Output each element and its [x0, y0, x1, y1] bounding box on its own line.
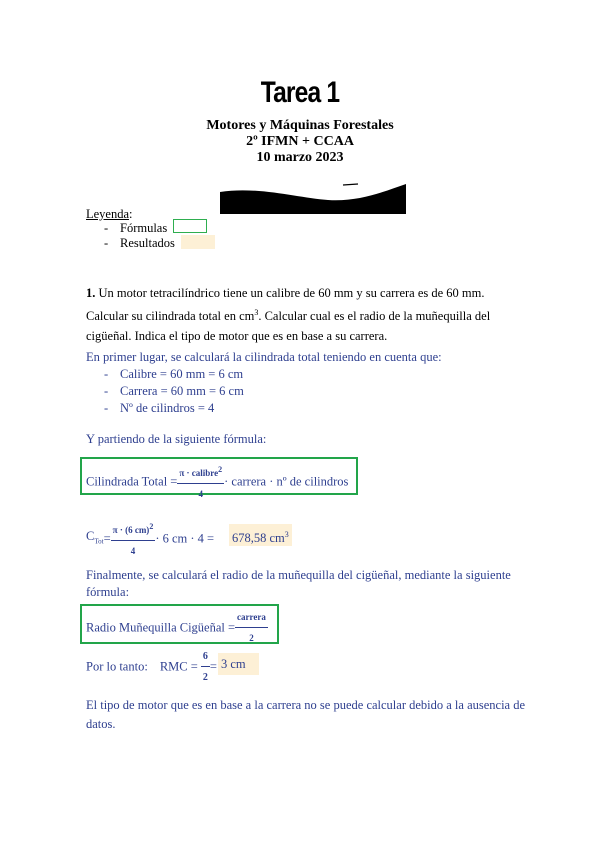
data-item-carrera: - Carrera = 60 mm = 6 cm [104, 384, 244, 398]
subtitle-date: 10 marzo 2023 [256, 150, 344, 165]
formula-intro: Y partiendo de la siguiente fórmula: [86, 432, 267, 446]
data-item-calibre: - Calibre = 60 mm = 6 cm [104, 367, 244, 381]
decorative-wave-shape [218, 178, 408, 216]
subtitle-course: Motores y Máquinas Forestales [206, 118, 394, 133]
conclusion: El tipo de motor que es en base a la carrera no se puede calcular debido a la ausencia de datos. [86, 698, 526, 731]
formula-radio: Radio Muñequilla Cigüeñal = $\frac{\text{carrera}}{2}$ [86, 609, 268, 647]
solution-intro: En primer lugar, se calculará la cilindrada total teniendo en cuenta que: [86, 350, 442, 364]
result-cilindrada: 678,58 $cm^3$ [229, 524, 292, 546]
page-title: Tarea 1 [260, 76, 340, 109]
result-radio: 3 cm [218, 653, 259, 675]
data-item-cilindros: - Nº de cilindros = 4 [104, 401, 215, 415]
calc-radio: Por lo tanto: RMC = $\frac{6}{2}$ = [86, 648, 217, 686]
calc-cilindrada: $C_{Tot}=$ $\frac{\pi \cdot (6 cm)^2}{4}$ · 6 cm · 4 = [86, 518, 214, 560]
legend-swatch-results [181, 235, 215, 249]
radius-intro: Finalmente, se calculará el radio de la muñequilla del cigüeñal, mediante la siguiente fórmula: [86, 568, 511, 599]
legend-item-formulas: - Fórmulas [104, 221, 168, 235]
legend-swatch-formulas [173, 219, 207, 233]
subtitle-group: 2º IFMN + CCAA [246, 134, 354, 149]
formula-cilindrada: Cilindrada Total = $\frac{\pi \cdot calibre^2}{4}$ · carrera · nº de cilindros [86, 461, 348, 503]
legend-item-results: - Resultados [104, 236, 175, 250]
problem-statement: 1. Un motor tetracilíndrico tiene un calibre de 60 mm y su carrera es de 60 mm. Calcular su cilindrada total en $cm^3$. Calcular cual es el radio de la muñequilla del cigüeñal. Indica el tipo de motor que es en base a su carrera. [86, 286, 491, 344]
legend-heading: Leyenda: [86, 207, 133, 221]
